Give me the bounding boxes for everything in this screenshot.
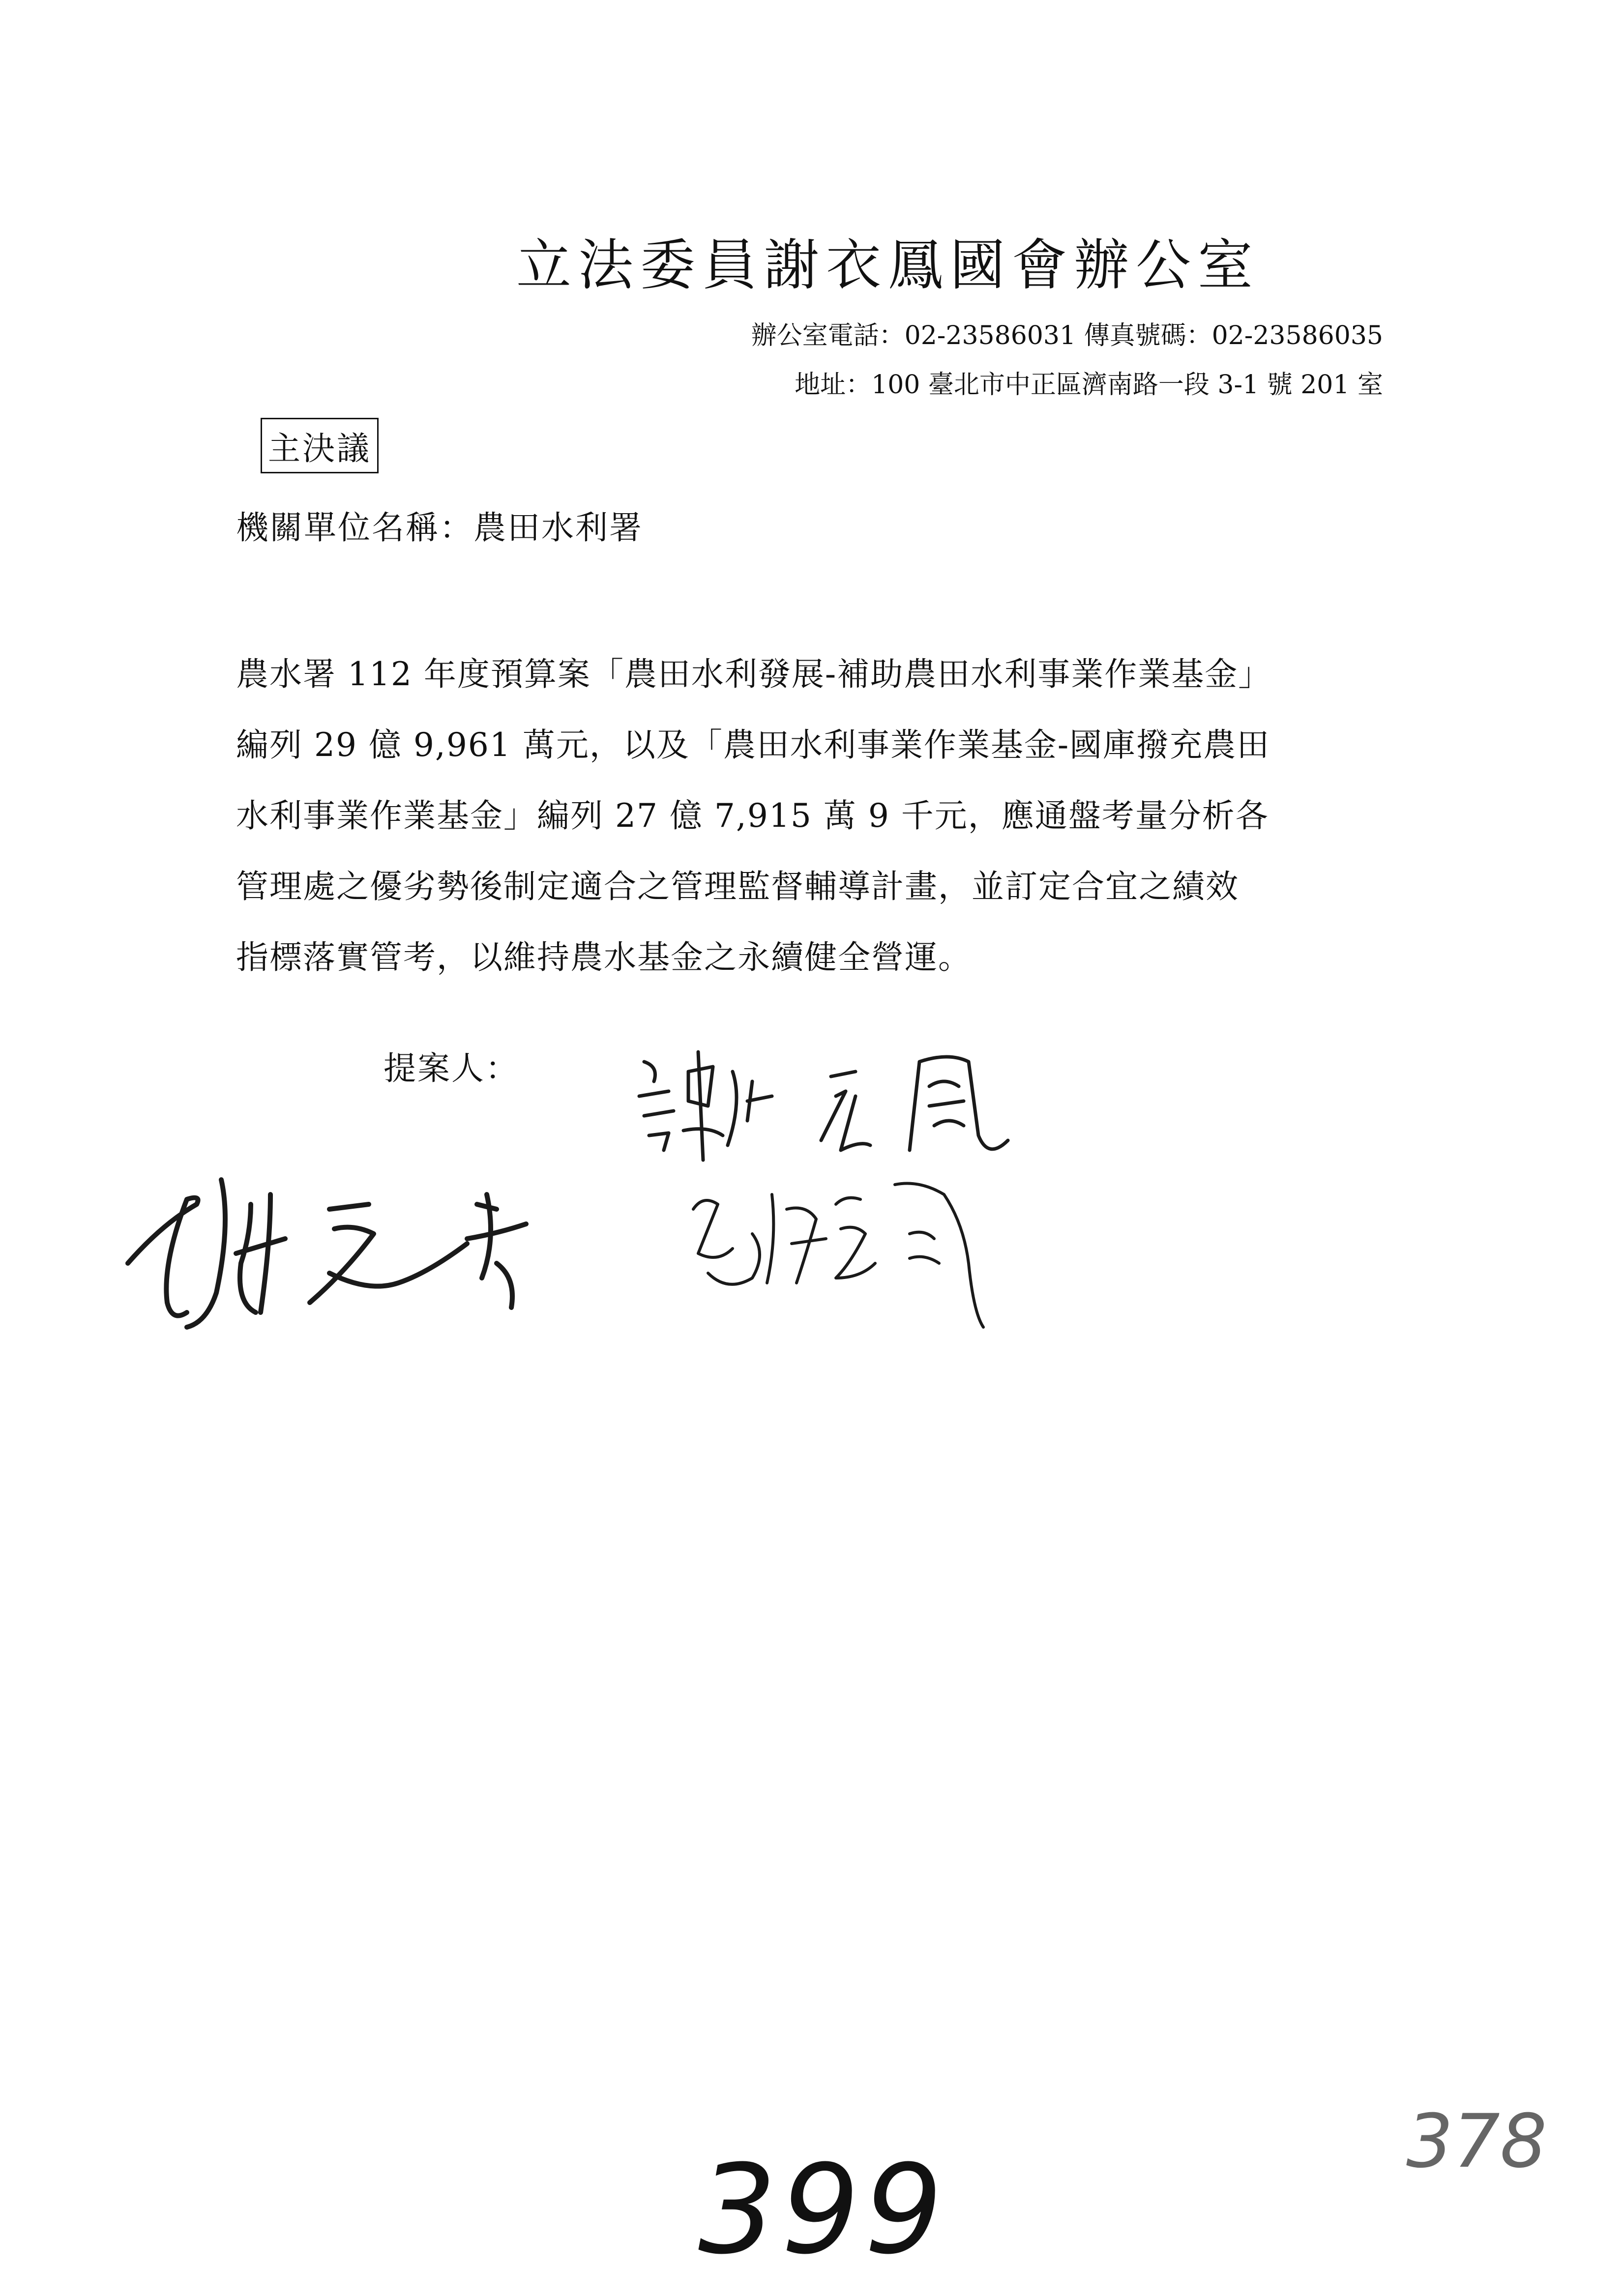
- resolution-type-tag: 主決議: [261, 418, 379, 473]
- resolution-body: [236, 639, 1387, 993]
- proposer-label: 提案人：: [384, 1049, 519, 1087]
- body-line: 水利事業作業基金」編列 27 億 7,915 萬 9 千元，應通盤考量分析各: [236, 797, 1269, 835]
- office-address: 地址：100 臺北市中正區濟南路一段 3-1 號 201 室: [795, 370, 1383, 400]
- body-line: 農水署 112 年度預算案「農田水利發展-補助農田水利事業作業基金」: [236, 655, 1272, 693]
- body-line: 管理處之優劣勢後制定適合之管理監督輔導計畫，並訂定合宜之績效: [236, 868, 1239, 905]
- body-line: 編列 29 億 9,961 萬元，以及「農田水利事業作業基金-國庫撥充農田: [236, 726, 1270, 764]
- handwritten-page-mark: 378: [1406, 2099, 1547, 2184]
- signature-2: [123, 1165, 590, 1383]
- signature-3: [688, 1165, 1003, 1364]
- page-number: 399: [698, 2138, 948, 2281]
- body-line: 指標落實管考，以維持農水基金之永續健全營運。: [236, 938, 972, 976]
- office-title: 立法委員謝衣鳳國會辦公室: [516, 233, 1260, 297]
- office-phone-fax: 辦公室電話：02-23586031 傳真號碼：02-23586035: [751, 321, 1383, 350]
- agency-name: 機關單位名稱：農田水利署: [236, 509, 643, 547]
